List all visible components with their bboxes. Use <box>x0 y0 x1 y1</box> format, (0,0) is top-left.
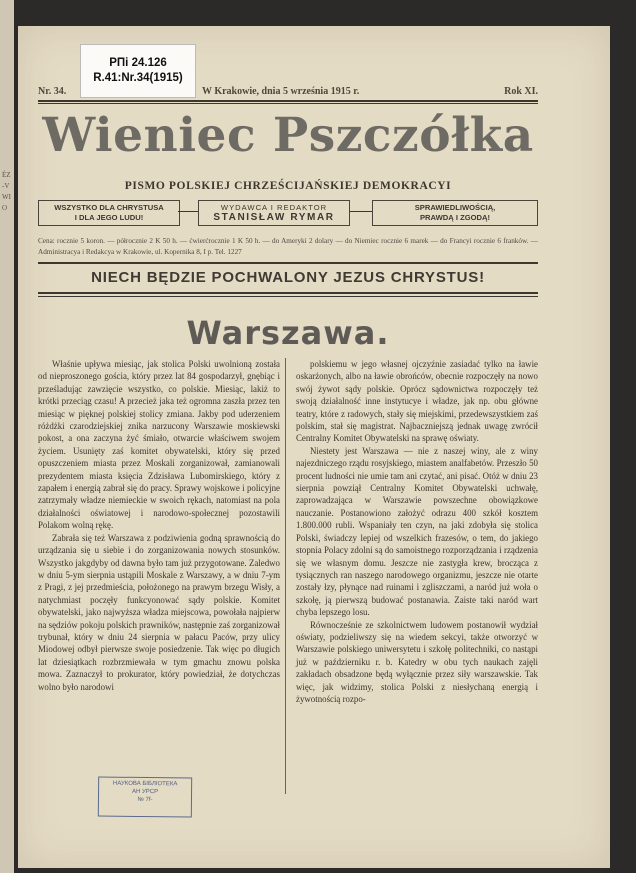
article-paragraph: polskiemu w jego własnej ojczyźnie zasiadać tylko na ławie oskarżonych, albo na ławie obrońców, obecnie rozpoczęły na nowo swój żywot sądy polskie. Oprócz sądownictwa rozpoczęły też swoją działalność inne instytucye i władze, jak np. obu główne teatry, które z radowych, stały się miejskimi, przedewszystkiem zaś polskim, stał się magistrat. Najbaczniejszą jednak uwagę zwrócił Centralny Komitet Obywatelski na sprawę oświaty. <box>296 359 538 444</box>
motto-right-box <box>372 200 538 226</box>
box-connector-right <box>350 211 372 212</box>
adjacent-page-edge <box>0 0 14 873</box>
publisher-title: WYDAWCA I REDAKTOR <box>220 203 328 212</box>
article-column-left <box>38 358 280 693</box>
issue-number: Nr. 34. <box>38 86 67 97</box>
article-paragraph: Równocześnie ze szkolnictwem ludowem postanowił wydział oświaty, podzieliwszy się na wiedem sekcyi, także otworzyć w Warszawie polskiego uniwersytetu i szkołę politechniki, co nastąpi już w październiku r. b. Katedry w obu tych naukach zajęli zakładach obsadzone będą wyłącznie przez siły warszawskie. Tak więc, jak widzimy, stolica Polski z niesłychaną energią i żywotnością rozpo- <box>296 619 538 704</box>
stamp-line-3: № 7f- <box>137 796 153 804</box>
publisher-name: STANISŁAW RYMAR <box>213 212 335 223</box>
adjacent-page-text: ÉZ-VWIO <box>2 171 11 212</box>
headline-rule-top <box>38 262 538 264</box>
box-connector-left <box>178 211 198 212</box>
article-column-right <box>296 358 538 705</box>
masthead-title: Wieniec Pszczółka <box>42 108 534 163</box>
article-paragraph: Niestety jest Warszawa — nie z naszej winy, ale z winy najezdniczego rządu rosyjskiego, miastem analfabetów. Przeszło 50 procent ludności nie umie tam ani czytać, ani pisać. Otóż w dniu 23 sierpnia powziął Centralny Komitet Obywatelski uchwałę, zaprowadzająca w Warszawie powszechne obowiązkowe nauczanie. Postanowiono założyć odrazu 400 szkół kosztem 1.800.000 rubli. Wspaniały ten czyn, na jaki zdobyła się stolica Polski, świadczy lepiej od wszelkich frazesów, o tem, do jakiego stopnia Polacy zdolni są do samoistnego rozporządzania i rządzenia się we własnym domu. Jeszcze nie zastygła krew, brocząca z tysiącznych ran naszego narodowego organizmu, jeszcze nie otarte zostały łzy, płynące nad ruinami i zgliszczami, a naród już woła o szkołę, ją pierwszą budować postanawia. Zaiste taki naród wart chyba lepszego losu. <box>296 445 538 618</box>
newspaper-page <box>18 26 610 868</box>
article-title: Warszawa. <box>186 314 390 352</box>
motto-right-line-2: PRAWDĄ I ZGODĄ! <box>419 213 491 222</box>
motto-left-line-1: WSZYSTKO DLA CHRYSTUSA <box>54 203 164 212</box>
motto-right-line-1: SPRAWIEDLIWOŚCIĄ, <box>414 203 496 212</box>
call-number-line-2: R.41:Nr.34(1915) <box>93 72 183 84</box>
stamp-line-2: АН УРСР <box>131 788 159 796</box>
library-stamp <box>98 777 192 818</box>
headline-rule-bottom-thin <box>38 296 538 297</box>
headline-rule-bottom <box>38 292 538 294</box>
call-number-line-1: РПі 24.126 <box>109 57 167 69</box>
issue-place-date: W Krakowie, dnia 5 września 1915 r. <box>202 86 360 97</box>
stamp-line-1: НАУКОВА БІБЛІОТЕКА <box>112 780 178 788</box>
column-divider <box>285 358 286 794</box>
article-paragraph: Właśnie upływa miesiąc, jak stolica Polski uwolnioną została od nieproszonego gościa, który przez lat 84 gospodarzył, gnębiąc i prześladując zawzięcie wszystko, co polskie. Miesiąc, lakiż to krótki przeciąg czasu! A przecież jaka też ogromna zaszła przez ten miesiąc w pięknej polskiej stolicy zmiana. Jakby pod uderzeniem różdżki czarodziejskiej znika narzucony Warszawie moskiewski pokost, a ona zaczyna żyć śmiało, otwarcie właściwem swojem życiem. Usunięty zaś komitet obywatelski, który się przed opuszczeniem miasta przez Moskali zorganizował, zamianowali prezydentem miasta księcia Zdzisława Lubomirskiego, który z zapałem i energią zabrał się do pracy. Sprawy wojskowe i policyjne zatrzymały władze niemieckie w swoich rękach, natomiast na pola działalności oświatowej i narodowo-społecznej pozostawili Polakom wolną rękę. <box>38 359 280 531</box>
masthead-subtitle: PISMO POLSKIEJ CHRZEŚCIJAŃSKIEJ DEMOKRACYI <box>124 180 452 192</box>
header-rule-top <box>38 100 538 102</box>
article-paragraph: Zabrała się też Warszawa z podziwienia godną sprawnością do urządzania się u siebie i do zorganizowania nowych stosunków. Wszystko jakgdyby od dawna było tam już przygotowane. Zaledwo w dniu 5-ym sierpnia ustąpili Moskale z Warszawy, a w dniu 7-ym z Pragi, z jej przedmieścia, położonego na prawym brzegu Wisły, a natychmiast poczęły funkcyonować sądy polskie. Komitet obywatelski, jako najwyższa władza miejscowa, powołała najpierw na sędziów pokoju polskich prawników, następnie zaś zorganizował trybunał, który w dniu 24 sierpnia w pałacu Paców, przy ulicy Miodowej odbył pierwsze swoje posiedzenie. Tak więc po długich lat dziesiątkach rozbrzmiewała w tym gmachu znowu polska mowa. Zaznaczył to prokurator, który powiedział, że dotychczas wolno było narodowi <box>38 532 280 692</box>
motto-left-line-2: I DLA JEGO LUDU! <box>74 213 144 222</box>
issue-info-line <box>38 86 538 100</box>
headline-motto: NIECH BĘDZIE POCHWALONY JEZUS CHRYSTUS! <box>91 269 485 286</box>
issue-volume: Rok XI. <box>504 86 538 97</box>
price-and-address-line: Cena: rocznie 5 koron. — półrocznie 2 K 50 h. — ćwierćrocznie 1 K 50 h. — do Ameryki 2 dolary — do Niemiec rocznie 6 marek — do Francyi rocznie 6 franków. — Administracya i Redakcya w Krakowie, ul. Kopernika 8, I p. Tel. 1227 <box>38 237 538 256</box>
motto-left-box <box>38 200 180 226</box>
publisher-box <box>198 200 350 226</box>
